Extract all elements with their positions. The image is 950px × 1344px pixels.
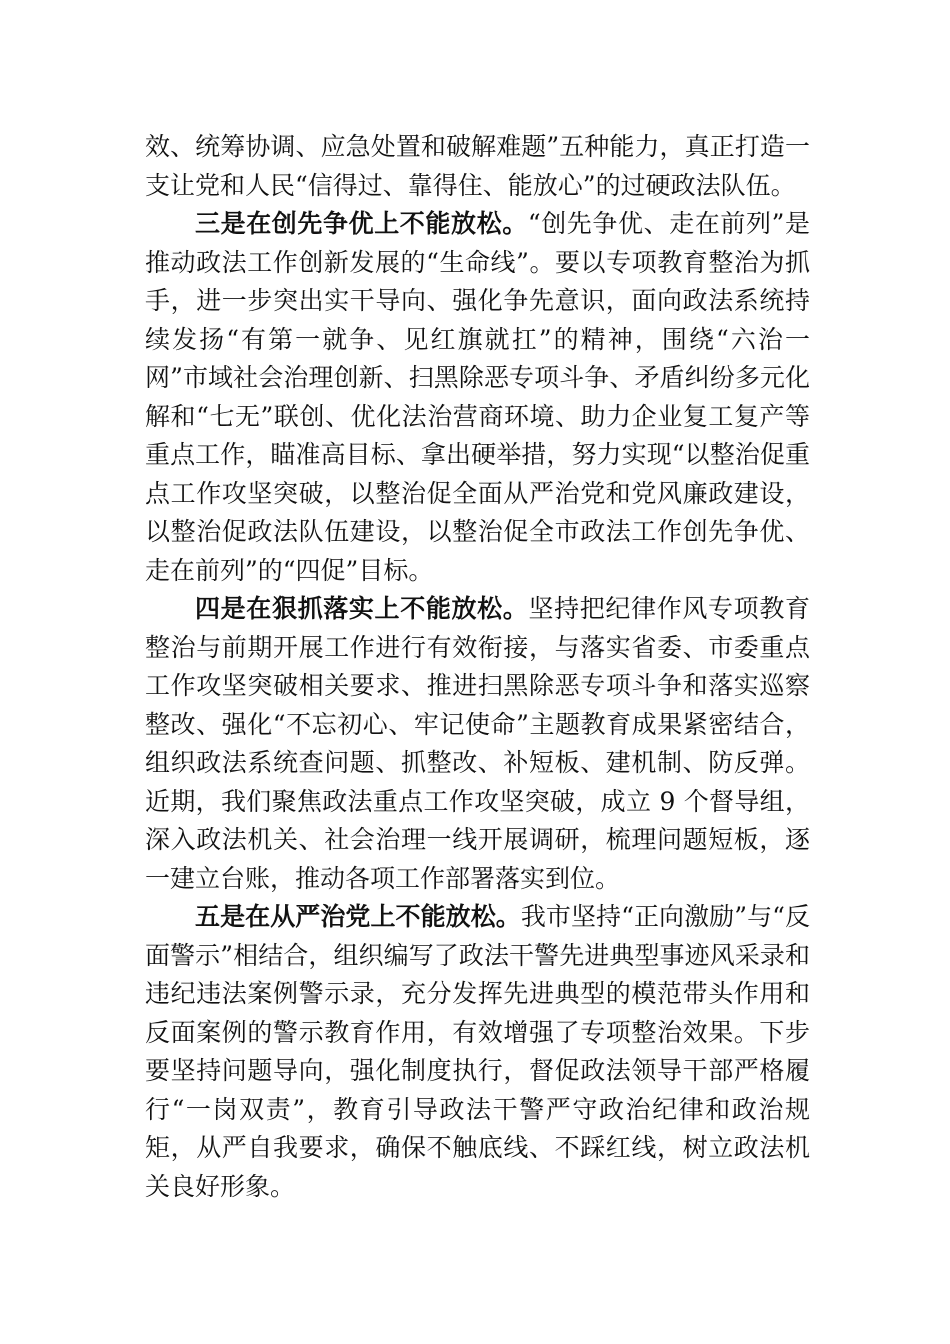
paragraph-point-five — [145, 898, 810, 1206]
paragraph-lead: 三是在创先争优上不能放松。 — [195, 209, 528, 238]
paragraph-text: 效、统筹协调、应急处置和破解难题”五种能力，真正打造一支让党和人民“信得过、靠得住、能放心”的过硬政法队伍。 — [145, 132, 810, 200]
paragraph-lead: 四是在狠抓落实上不能放松。 — [195, 594, 529, 623]
paragraph-point-three — [145, 205, 810, 590]
paragraph-text: 我市坚持“正向激励”与“反面警示”相结合，组织编写了政法干警先进典型事迹风采录和违纪违法案例警示录，充分发挥先进典型的模范带头作用和反面案例的警示教育作用，有效增强了专项整治效果。下步要坚持问题导向，强化制度执行，督促政法领导干部严格履行“一岗双责”，教育引导政法干警严守政治纪律和政治规矩，从严自我要求，确保不触底线、不踩红线，树立政法机关良好形象。 — [145, 902, 810, 1201]
paragraph-text: “创先争优、走在前列”是推动政法工作创新发展的“生命线”。要以专项教育整治为抓手，进一步突出实干导向、强化争先意识，面向政法系统持续发扬“有第一就争、见红旗就扛”的精神，围绕“六治一网”市域社会治理创新、扫黑除恶专项斗争、矛盾纠纷多元化解和“七无”联创、优化法治营商环境、助力企业复工复产等重点工作，瞄准高目标、拿出硬举措，努力实现“以整治促重点工作攻坚突破，以整治促全面从严治党和党风廉政建设，以整治促政法队伍建设，以整治促全市政法工作创先争优、走在前列”的“四促”目标。 — [145, 209, 811, 585]
paragraph-lead: 五是在从严治党上不能放松。 — [195, 902, 521, 931]
paragraph-text: 坚持把纪律作风专项教育整治与前期开展工作进行有效衔接，与落实省委、市委重点工作攻坚突破相关要求、推进扫黑除恶专项斗争和落实巡察整改、强化“不忘初心、牢记使命”主题教育成果紧密结合，组织政法系统查问题、抓整改、补短板、建机制、防反弹。近期，我们聚焦政法重点工作攻坚突破，成立 9 个督导组，深入政法机关、社会治理一线开展调研，梳理问题短板，逐一建立台账，推动各项工作部署落实到位。 — [145, 594, 810, 893]
document-body — [145, 128, 810, 1206]
paragraph-point-four — [145, 590, 810, 898]
paragraph-continuation — [145, 128, 810, 205]
